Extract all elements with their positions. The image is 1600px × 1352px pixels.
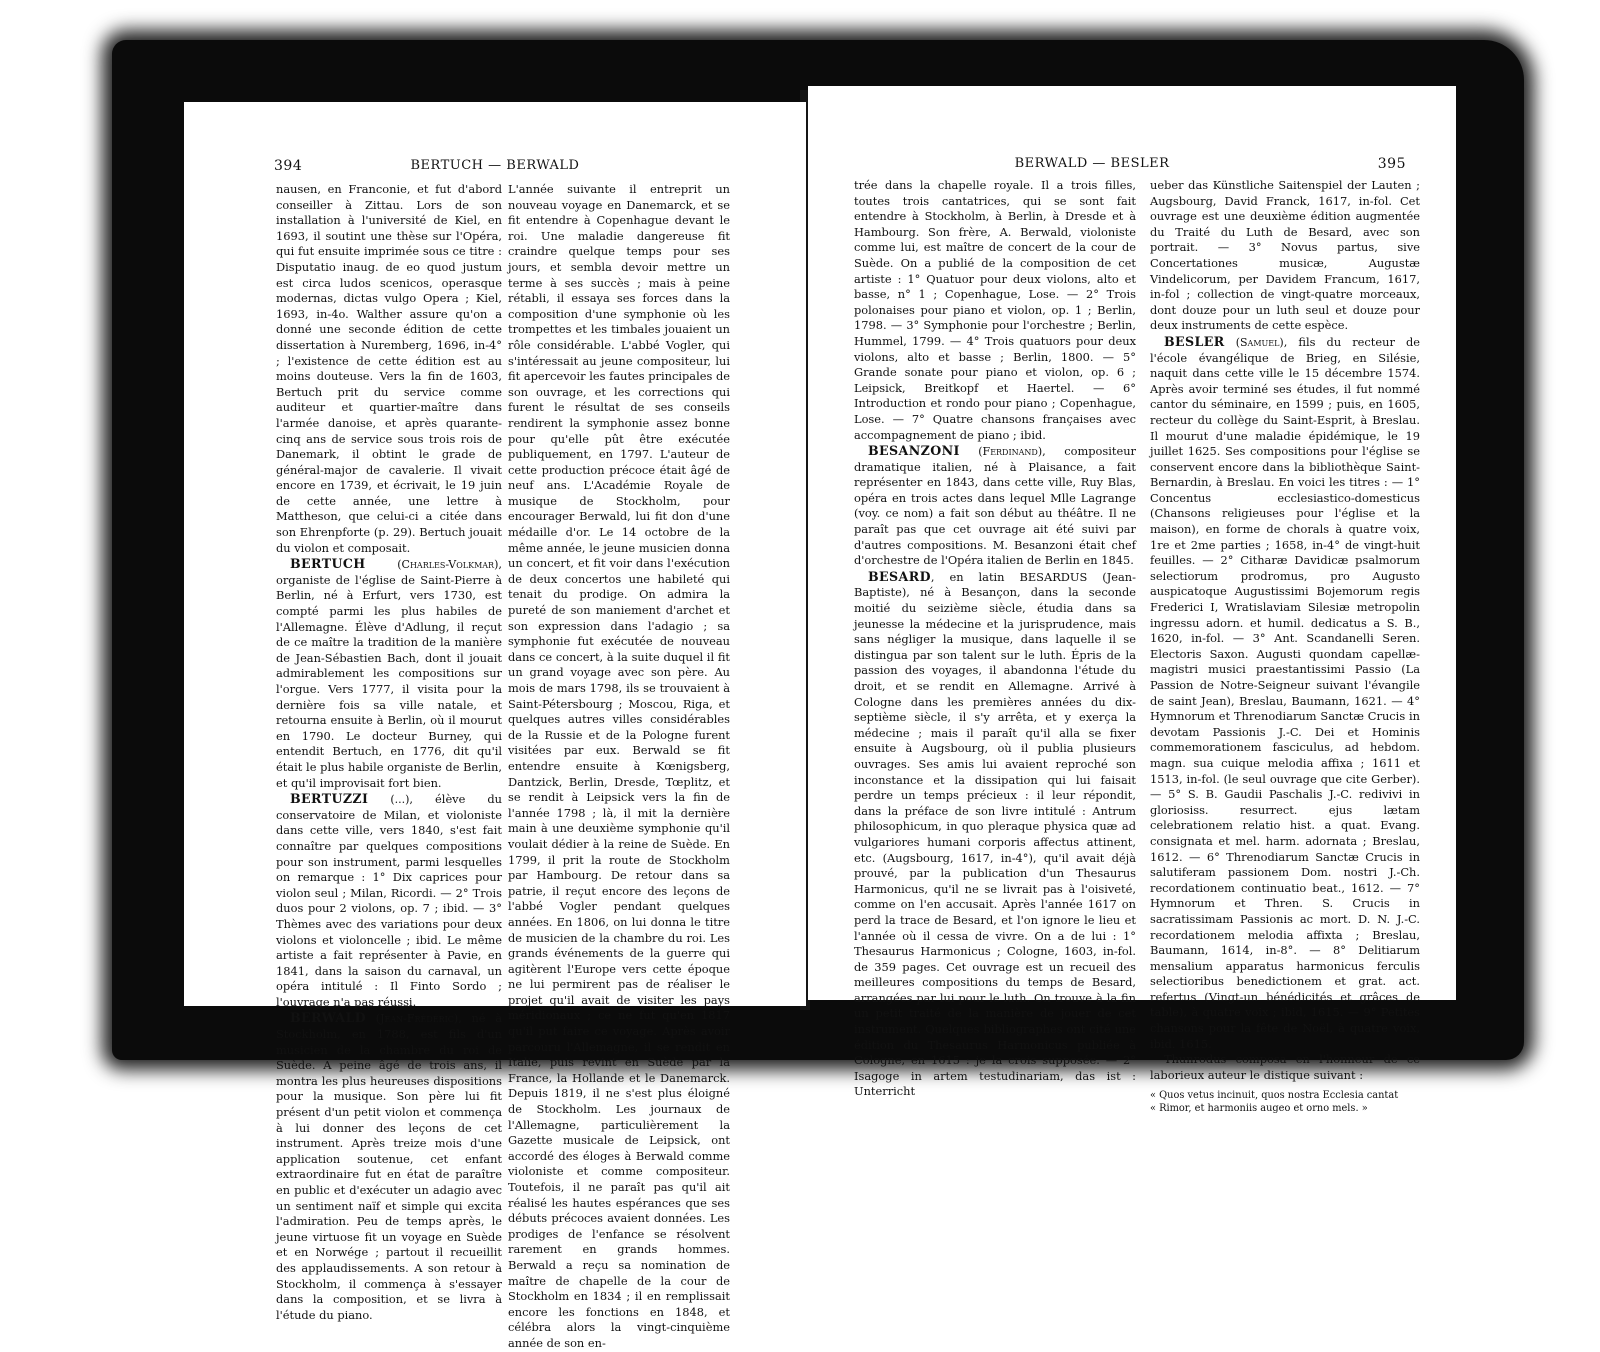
entry-paragraph [276,1010,502,1323]
right-running-title: BERWALD — BESLER [1014,156,1170,171]
entry-paragraph [1150,334,1420,1052]
quote-line: « Rimor, et harmoniis augeo et orno mels. » [1150,1103,1368,1115]
quote-line: « Quos vetus incinuit, quos nostra Ecclesia cantat [1150,1090,1399,1102]
entry-headword: BESLER [1164,333,1225,349]
text-paragraph [276,182,502,556]
entry-paragraph [276,791,502,1010]
entry-given-name: (...) [390,793,410,807]
paragraph-text: trée dans la chapelle royale. Il a trois filles, toutes trois cantatrices, qui se sont fait entendre à Stockholm, à Berlin, à Dresde et à Hambourg. Son frère, A. Berwald, violoniste comme lui, est maître de concert de la cour de Suède. On a publié de la composition de cet artiste : 1° Quatuor pour deux violons, alto et basse, n° 1 ; Copenhague, Lose. — 2° Trois polonaises pour piano et violon, op. 1 ; Berlin, 1798. — 3° Symphonie pour l'orchestre ; Berlin, Hummel, 1799. — 4° Trois quatuors pour deux violons, alto et basse ; Berlin, 1800. — 5° Grande sonate pour piano et violon, op. 6 ; Leipsick, Breitkopf et Haertel. — 6° Introduction et rondo pour piano ; Copenhague, Lose. — 7° Quatre chansons françaises avec accompagnement de piano ; ibid. [854,178,1136,442]
left-page [184,102,806,1350]
entry-given-name: (Samuel) [1235,335,1284,349]
distich-quote [1150,1089,1420,1115]
text-paragraph [1150,178,1420,334]
right-column-2 [1150,178,1420,1115]
left-column-2 [508,182,730,1350]
left-header [184,158,806,180]
paragraph-text: , élève du conservatoire de Milan, et violoniste dans cette ville, vers 1840, s'est fait connaître par quelques compositions pour son instrument, parmi lesquelles on remarque : 1° Dix caprices pour violon seul ; Milan, Ricordi. — 2° Trois duos pour 2 violons, op. 7 ; ibid. — 3° Thèmes avec des variations pour deux violons et violoncelle ; ibid. Le même artiste a fait représenter à Pavie, en 1841, dans la saison du carnaval, un opéra intitulé : Il Finto Sordo ; l'ouvrage n'a pas réussi. [276,792,502,1009]
right-header [808,156,1456,178]
paragraph-text: Thunrodus composa en l'honneur de ce laborieux auteur le distique suivant : [1150,1052,1420,1082]
entry-headword: BESANZONI [868,443,960,459]
entry-given-name: (Charles-Volkmar) [397,558,499,572]
entry-headword: BERTUZZI [290,791,369,807]
right-column-1 [854,178,1136,1099]
right-page-number: 395 [1377,156,1406,172]
left-page-number: 394 [274,158,303,174]
paragraph-text: nausen, en Franconie, et fut d'abord conseiller à Zittau. Lors de son installation à l'université de Kiel, en 1693, il soutint une thèse sur l'Opéra, qui fut ensuite imprimée sous ce titre : Disputatio inaug. de eo quod justum est circa ludos scenicos, operasque modernas, dictas vulgo Opera ; Kiel, 1693, in-4o. Walther assure qu'on a donné une seconde édition de cette dissertation à Nuremberg, 1696, in-4° ; l'existence de cette édition est au moins douteuse. Vers la fin de 1603, Bertuch prit du service comme auditeur et quartier-maître dans l'armée danoise, et après quarante-cinq ans de service sous trois rois de Danemark, il obtint le grade de général-major de cavalerie. Il vivait encore en 1739, et écrivait, le 19 juin de cette année, une lettre à Mattheson, que celui-ci a citée dans son Ehrenpforte (p. 29). Bertuch jouait du violon et composait. [276,182,502,555]
left-running-title: BERTUCH — BERWALD [410,158,580,173]
entry-paragraph [854,443,1136,569]
text-paragraph [854,178,1136,443]
entry-given-name: (Ferdinand) [978,445,1043,459]
entry-headword: BERWALD [290,1010,367,1026]
entry-headword: BERTUCH [290,556,366,572]
text-paragraph [508,182,730,1352]
paragraph-text: L'année suivante il entreprit un nouveau voyage en Danemarck, et se fit entendre à Copenhague devant le roi. Une maladie dangereuse fit craindre quelque temps pour ses jours, et sembla devoir mettre un terme à ses succès ; mais à peine rétabli, il essaya ses forces dans la composition d'une symphonie où les trompettes et les timbales jouaient un rôle considérable. L'abbé Vogler, qui s'intéressait au jeune compositeur, lui fit apercevoir les fautes principales de son ouvrage, et les corrections qui furent le résultat de ses conseils rendirent la symphonie assez bonne pour qu'elle pût être exécutée publiquement, en 1797. L'auteur de cette production précoce était âgé de neuf ans. L'Académie Royale de musique de Stockholm, pour encourager Berwald, lui fit don d'une médaille d'or. Le 14 octobre de la même année, le jeune musicien donna un concert, et fit voir dans l'exécution de deux concertos une habileté qui tenait du prodige. On admira la pureté de son maniement d'archet et son expression dans l'adagio ; sa symphonie fut exécutée de nouveau dans ce concert, à la suite duquel il fit un grand voyage avec son père. Au mois de mars 1798, ils se trouvaient à Saint-Pétersbourg ; Moscou, Riga, et quelques autres villes considérables de la Russie et de la Pologne furent visitées par eux. Berwald se fit entendre ensuite à Kœnigsberg, Dantzick, Berlin, Dresde, Tœplitz, et se rendit à Leipsick vers la fin de l'année 1798 ; là, il mit la dernière main à une deuxième symphonie qu'il voulait dédier à la reine de Suède. En 1799, il prit la route de Stockholm par Hambourg. De retour dans sa patrie, il reçut encore des leçons de l'abbé Vogler pendant quelques années. En 1806, on lui donna le titre de musicien de la chambre du roi. Les grands événements de la guerre qui agitèrent l'Europe vers cette époque ne lui permirent pas de réaliser le projet qu'il avait de visiter les pays méridionaux ; ce ne fut qu'en 1817 qu'il put faire ce voyage. Après avoir parcouru l'Allemagne, il se rendit en Italie, puis revint en Suède par la France, la Hollande et le Danemarck. Depuis 1819, il ne s'est plus éloigné de Stockholm. Les journaux de l'Allemagne, particulièrement la Gazette musicale de Leipsick, ont accordé des éloges à Berwald comme violoniste et comme compositeur. Toutefois, il ne paraît pas qu'il ait réalisé les hautes espérances que ses débuts précoces avaient données. Les prodiges de l'enfance se résolvent rarement en grands hommes. Berwald a reçu sa nomination de maître de chapelle de la cour de Stockholm en 1834 ; il en remplissait encore les fonctions en 1848, et célébra alors la vingt-cinquième année de son en- [508,182,730,1350]
right-page [808,86,1456,1115]
text-paragraph [1150,1052,1420,1083]
entry-paragraph [854,569,1136,1100]
paragraph-text: , compositeur dramatique italien, né à Plaisance, a fait représenter en 1843, dans cette ville, Ruy Blas, opéra en trois actes dans lequel Mlle Lagrange (voy. ce nom) a fait son début au théâtre. Il ne paraît pas que cet ouvrage ait été suivi par d'autres compositions. M. Besanzoni était chef d'orchestre de l'Opéra italien de Berlin en 1845. [854,444,1136,568]
entry-given-name: (Jean-Frédéric) [375,1012,459,1026]
entry-headword: BESARD [868,568,931,584]
paragraph-text: , fils du recteur de l'école évangélique de Brieg, en Silésie, naquit dans cette ville le 15 décembre 1574. Après avoir terminé ses études, il fut nommé cantor du séminaire, en 1599 ; puis, en 1605, recteur du collège du Saint-Esprit, à Breslau. Il mourut d'une maladie épidémique, le 19 juillet 1625. Ses compositions pour l'église se conservent encore dans la bibliothèque Saint-Bernardin, à Breslau. En voici les titres : — 1° Concentus ecclesiastico-domesticus (Chansons religieuses pour l'église et la maison), en forme de chorals à quatre voix, 1re et 2me parties ; 1658, in-4° de vingt-huit feuilles. — 2° Citharæ Davidicæ psalmorum selectiorum prodromus, pro Augusto auspicatoque Augustissimi Bojemorum regis Frederici I, Wratislaviam Silesiæ metropolin ingressu adorn. et humil. dedicatus a S. B., 1620, in-fol. — 3° Ant. Scandanelli Seren. Electoris Saxon. Augusti quondam capellæ-magistri musici praestantissimi Passio (La Passion de Notre-Seigneur suivant l'évangile de saint Jean), Breslau, Baumann, 1621. — 4° Hymnorum et Threnodiarum Sanctæ Crucis in devotam Passionis J.-C. Dei et Hominis commemorationem fasciculus, ad hebdom. magn. sua cuique melodia affixa ; 1611 et 1513, in-fol. (le seul ouvrage que cite Gerber). — 5° S. B. Gaudii Paschalis J.-C. redivivi in gloriosiss. resurrect. ejus lætam celebrationem relatio hist. a quat. Evang. consignata et mel. harm. adornata ; Breslau, 1612. — 6° Threnodiarum Sanctæ Crucis in salutiferam passionem Dom. nostri J.-Ch. recordationem continuatio beat., 1612. — 7° Hymnorum et Thren. S. Crucis in sacratissimam Passionis ac mort. D. N. J.-C. recordationem melodia affixta ; Breslau, Baumann, 1614, in-8°. — 8° Delitiarum mensalium apparatus harmonicus ferculis selectioribus benedictionem et grat. act. refertus (Vingt-un bénédicités et grâces de table), à quatre voix ; ibid, 1615. — 9° Petites chansons pour la fête de Noël, à quatre voix, ibid. 1615. [1150,334,1420,1051]
paragraph-text: , organiste de l'église de Saint-Pierre à Berlin, né à Erfurt, vers 1730, est compté parmi les plus habiles de l'Allemagne. Élève d'Adlung, il reçut de ce maître la tradition de la manière de Jean-Sébastien Bach, dont il jouait admirablement les compositions sur l'orgue. Vers 1777, il visita pour la dernière fois sa ville natale, et retourna ensuite à Berlin, où il mourut en 1790. Le docteur Burney, qui entendit Bertuch, en 1776, dit qu'il était le plus habile organiste de Berlin, et qu'il improvisait fort bien. [276,557,502,790]
paragraph-text: ueber das Künstliche Saitenspiel der Lauten ; Augsbourg, David Franck, 1617, in-fol. Cet ouvrage est une deuxième édition augmentée du Traité du Luth de Besard, avec son portrait. — 3° Novus partus, sive Concertationes musicæ, Augustæ Vindelicorum, per Davidem Francum, 1617, in-fol ; collection de vingt-quatre morceaux, dont douze pour un luth seul et douze pour deux instruments de cette espèce. [1150,178,1420,333]
left-column-1 [276,182,503,1322]
paragraph-text: , en latin BESARDUS (Jean-Baptiste), né à Besançon, dans la seconde moitié du seizième siècle, étudia dans sa jeunesse la médecine et la jurisprudence, mais sans négliger la musique, dans laquelle il se distingua par son talent sur le luth. Épris de la passion des voyages, il abandonna l'étude du droit, et se rendit en Allemagne. Arrivé à Cologne dans les premières années du dix-septième siècle, il s'y arrêta, et y exerça la médecine ; mais il paraît qu'il alla se fixer ensuite à Augsbourg, où il publia plusieurs ouvrages. Ses amis lui avaient reproché son inconstance et la dissipation qui lui faisait perdre un temps précieux : il leur répondit, dans la préface de son livre intitulé : Antrum philosophicum, in quo pleraque physica quæ ad vulgariores humani corporis affectus attinent, etc. (Augsbourg, 1617, in-4°), qu'il avait déjà prouvé, par la publication d'un Thesaurus Harmonicus, qu'il ne se livrait pas à l'oisiveté, comme on l'en accusait. Après l'année 1617 on perd la trace de Besard, et l'on ignore le lieu et l'année où il cessa de vivre. On a de lui : 1° Thesaurus Harmonicus ; Cologne, 1603, in-fol. de 359 pages. Cet ouvrage est un recueil des meilleures compositions du temps de Besard, arrangées par lui pour le luth. On trouve à la fin un petit traité de la manière de jouer de cet instrument. Quelques bibliographes ont cité une édition du Thesaurus Harmonicus publiée à Cologne, en 1615 : je la crois supposée. — 2° Isagoge in artem testudinariam, das ist : Unterricht [854,569,1136,1099]
paragraph-text: , né à Stockholm, en 1788, est fils d'un musicien de la chambre du roi de Suède. A peine âgé de trois ans, il montra les plus heureuses dispositions pour la musique. Son père lui fit présent d'un petit violon et commença à lui donner des leçons de cet instrument. Après treize mois d'une application soutenue, cet enfant extraordinaire fut en état de paraître en public et d'exécuter un adagio avec un sentiment naïf et simple qui excita l'admiration. Peu de temps après, le jeune virtuose fit un voyage en Suède et en Norwége ; partout il recueillit des applaudissements. A son retour à Stockholm, il commença à s'essayer dans la composition, et se livra à l'étude du piano. [276,1011,503,1322]
entry-paragraph [276,556,502,791]
